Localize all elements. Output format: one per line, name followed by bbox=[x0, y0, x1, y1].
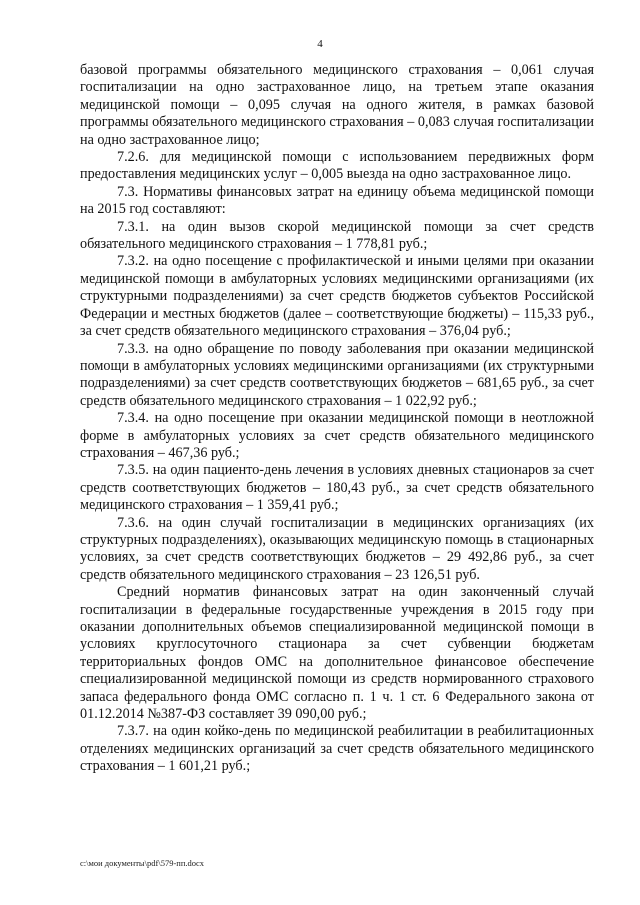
paragraph-7-3-4: 7.3.4. на одно посещение при оказании медицинской помощи в неотложной форме в амбулаторных условиях за счет средств обязательного медицинского страхования – 467,36 руб.; bbox=[80, 410, 594, 461]
paragraph-1: базовой программы обязательного медицинского страхования – 0,061 случая госпитализации на одно застрахованное лицо, на третьем этапе оказания медицинской помощи – 0,095 случая на одного жителя, в рамках базовой программы обязательного медицинского страхования – 0,083 случая госпитализации на одно застрахованное лицо; bbox=[80, 62, 594, 148]
paragraph-7-3-7: 7.3.7. на один койко-день по медицинской реабилитации в реабилитационных отделениях медицинских организаций за счет средств обязательного медицинского страхования – 1 601,21 руб.; bbox=[80, 723, 594, 775]
paragraph-7-3-6: 7.3.6. на один случай госпитализации в медицинских организациях (их структурных подразделениях), оказывающих медицинскую помощь в стационарных условиях, за счет средств соответствующих бюджетов – 29 492,86 руб., за счет средств обязательного медицинского страхования – 23 126,51 руб. bbox=[80, 514, 594, 583]
paragraph-average-norm: Средний норматив финансовых затрат на один законченный случай госпитализации в федеральные государственные учреждения в 2015 году при оказании дополнительных объемов специализированной медицинской помощи в условиях круглосуточного стационара за счет субвенции бюджетам территориальных фондов ОМС на дополнительное финансовое обеспечение специализированной медицинской помощи из средств нормированного страхового запаса федерального фонда ОМС согласно п. 1 ч. 1 ст. 6 Федерального закона от 01.12.2014 №387-ФЗ составляет 39 090,00 руб.; bbox=[80, 584, 594, 723]
footer-file-path: c:\мои документы\pdf\579-пп.docx bbox=[80, 858, 205, 868]
page-number: 4 bbox=[317, 38, 323, 50]
document-body bbox=[80, 62, 594, 776]
paragraph-7-2-6: 7.2.6. для медицинской помощи с использованием передвижных форм предоставления медицинских услуг – 0,005 выезда на одно застрахованное лицо. bbox=[80, 149, 594, 183]
paragraph-7-3-3: 7.3.3. на одно обращение по поводу заболевания при оказании медицинской помощи в амбулаторных условиях медицинскими организациями (их структурными подразделениями) за счет средств соответствующих бюджетов – 681,65 руб., за счет средств обязательного медицинского страхования – 1 022,92 руб.; bbox=[80, 340, 594, 409]
paragraph-7-3-1: 7.3.1. на один вызов скорой медицинской помощи за счет средств обязательного медицинского страхования – 1 778,81 руб.; bbox=[80, 218, 594, 253]
paragraph-7-3-2: 7.3.2. на одно посещение с профилактической и иными целями при оказании медицинской помощи в амбулаторных условиях медицинскими организациями (их структурными подразделениями) за счет средств бюджетов субъектов Российской Федерации и местных бюджетов (далее – соответствующие бюджеты) – 115,33 руб., за счет средств обязательного медицинского страхования – 376,04 руб.; bbox=[80, 253, 594, 340]
paragraph-7-3-5: 7.3.5. на один пациенто-день лечения в условиях дневных стационаров за счет средств соответствующих бюджетов – 180,43 руб., за счет средств обязательного медицинского страхования – 1 359,41 руб.; bbox=[80, 462, 594, 514]
paragraph-7-3: 7.3. Нормативы финансовых затрат на единицу объема медицинской помощи на 2015 год составляют: bbox=[80, 183, 594, 218]
